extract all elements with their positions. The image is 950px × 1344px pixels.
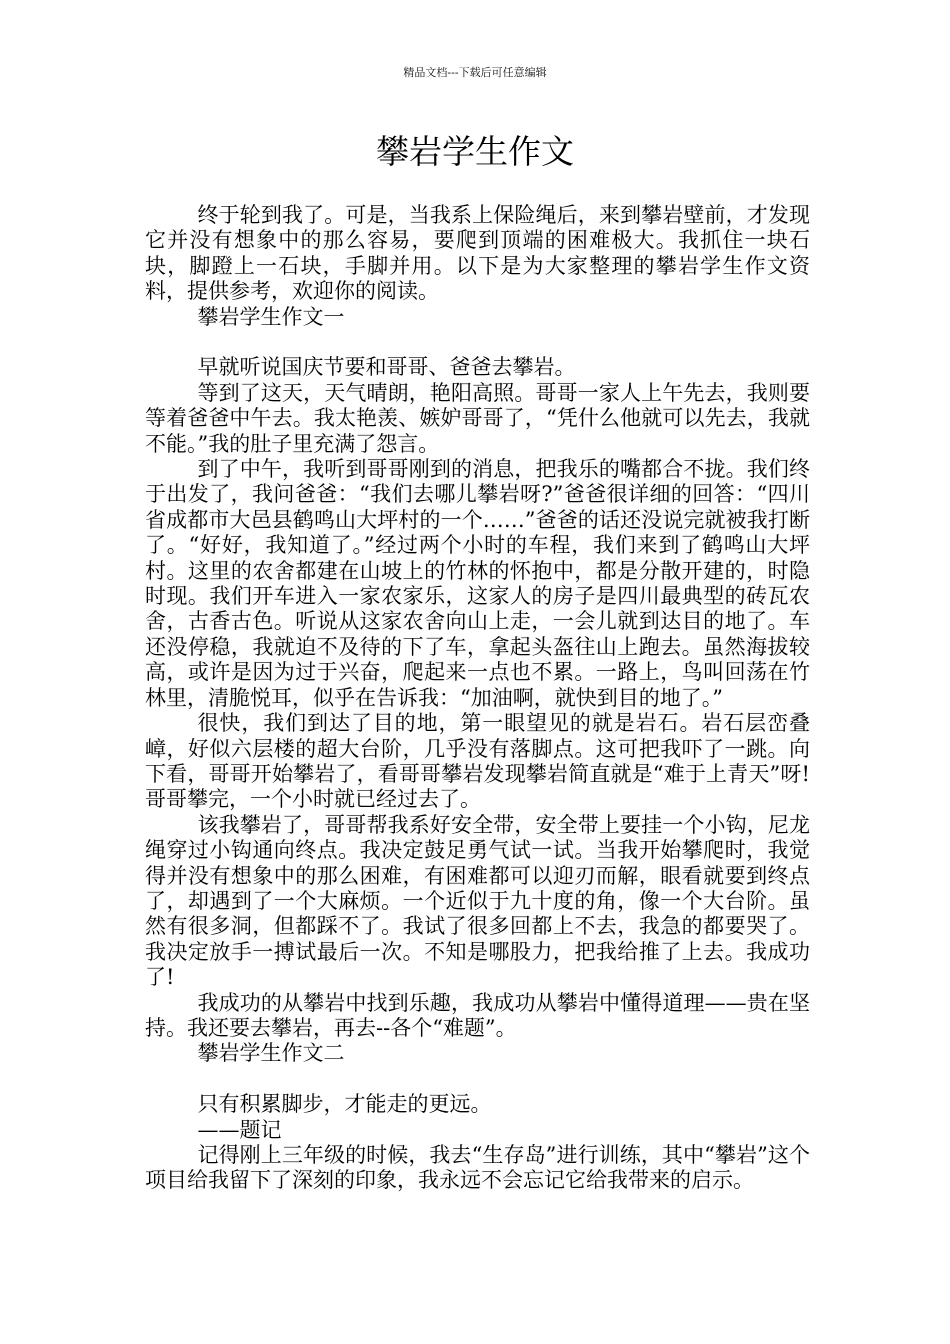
body-paragraph: 很快，我们到达了目的地，第一眼望见的就是岩石。岩石层峦叠嶂，好似六层楼的超大台阶，几乎没有落脚点。这可把我吓了一跳。向下看，哥哥开始攀岩了，看哥哥攀岩发现攀岩简直就是“难于上青天”呀!哥哥攀完，一个小时就已经过去了。 bbox=[145, 711, 810, 812]
blank-line bbox=[145, 1067, 810, 1092]
blank-line bbox=[145, 330, 810, 355]
body-paragraph: 到了中午，我听到哥哥刚到的消息，把我乐的嘴都合不拢。我们终于出发了，我问爸爸：“我们去哪儿攀岩呀?”爸爸很详细的回答：“四川省成都市大邑县鹤鸣山大坪村的一个……”爸爸的话还没说完就被我打断了。“好好，我知道了。”经过两个小时的车程，我们来到了鹤鸣山大坪村。这里的农舍都建在山坡上的竹林的怀抱中，都是分散开建的，时隐时现。我们开车进入一家农家乐，这家人的房子是四川最典型的砖瓦农舍，古香古色。听说从这家农舍向山上走，一会儿就到达目的地了。车还没停稳，我就迫不及待的下了车，拿起头盔往山上跑去。虽然海拔较高，或许是因为过于兴奋，爬起来一点也不累。一路上，鸟叫回荡在竹林里，清脆悦耳，似乎在告诉我：“加油啊，就快到目的地了。” bbox=[145, 457, 810, 710]
document-title: 攀岩学生作文 bbox=[376, 132, 574, 171]
page-header: 精品文档---下载后可任意编辑 bbox=[403, 66, 547, 79]
section-heading-two: 攀岩学生作文二 bbox=[197, 1041, 345, 1066]
document-body bbox=[145, 203, 810, 1194]
epigraph-attribution: ——题记 bbox=[197, 1117, 282, 1142]
section-heading-one: 攀岩学生作文一 bbox=[197, 304, 345, 329]
body-paragraph: 记得刚上三年级的时候，我去“生存岛”进行训练，其中“攀岩”这个项目给我留下了深刻的印象，我永远不会忘记它给我带来的启示。 bbox=[145, 1143, 810, 1193]
body-paragraph: 我成功的从攀岩中找到乐趣，我成功从攀岩中懂得道理——贵在坚持。我还要去攀岩，再去--各个“难题”。 bbox=[145, 990, 810, 1040]
body-paragraph: 早就听说国庆节要和哥哥、爸爸去攀岩。 bbox=[197, 355, 576, 380]
body-paragraph: 等到了这天，天气晴朗，艳阳高照。哥哥一家人上午先去，我则要等着爸爸中午去。我太艳羡、嫉妒哥哥了，“凭什么他就可以先去，我就不能。”我的肚子里充满了怨言。 bbox=[145, 380, 810, 456]
body-paragraph: 该我攀岩了，哥哥帮我系好安全带，安全带上要挂一个小钩，尼龙绳穿过小钩通向终点。我决定鼓足勇气试一试。当我开始攀爬时，我觉得并没有想象中的那么困难，有困难都可以迎刃而解，眼看就要到终点了，却遇到了一个大麻烦。一个近似于九十度的角，像一个大台阶。虽然有很多洞，但都踩不了。我试了很多回都上不去，我急的都要哭了。我决定放手一搏试最后一次。不知是哪股力，把我给推了上去。我成功了! bbox=[145, 812, 810, 990]
epigraph: 只有积累脚步，才能走的更远。 bbox=[197, 1092, 492, 1117]
intro-paragraph: 终于轮到我了。可是，当我系上保险绳后，来到攀岩壁前，才发现它并没有想象中的那么容易，要爬到顶端的困难极大。我抓住一块石块，脚蹬上一石块，手脚并用。以下是为大家整理的攀岩学生作文资料，提供参考，欢迎你的阅读。 bbox=[145, 203, 810, 304]
